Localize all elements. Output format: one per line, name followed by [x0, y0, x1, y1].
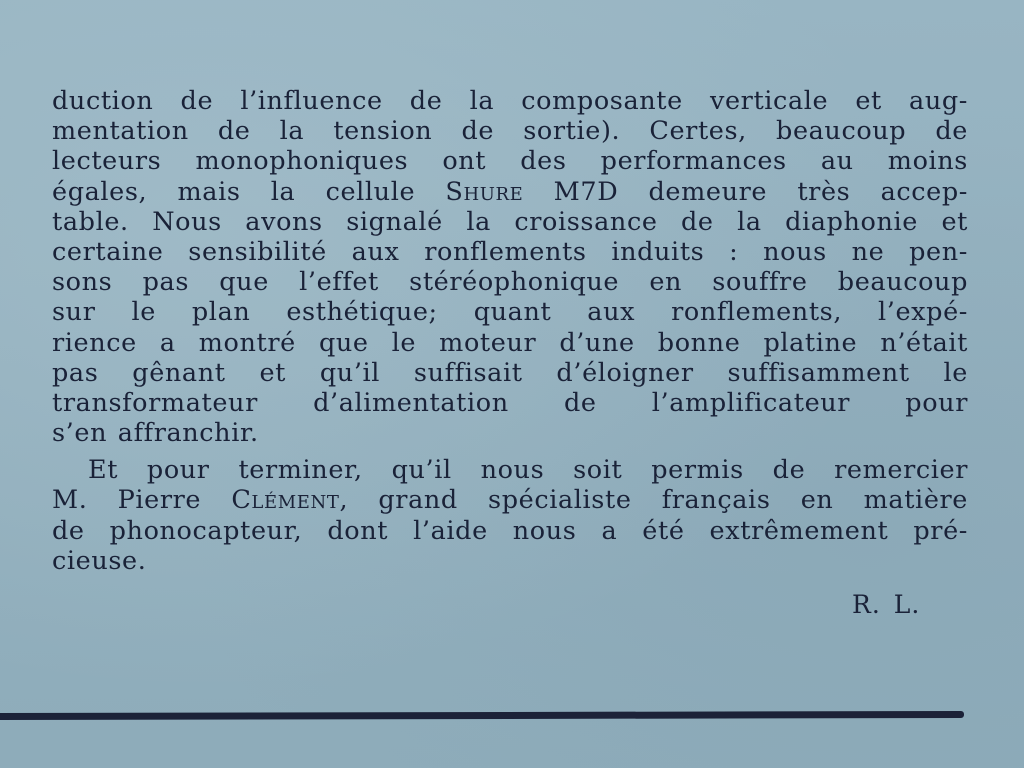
- brand-name-shure: Shure: [445, 176, 524, 207]
- text-segment: , grand spécialiste français en matière: [339, 485, 968, 516]
- author-signature: R. L.: [852, 590, 921, 619]
- text-line: duction de l’influence de la composante verticale et aug-: [52, 86, 968, 116]
- text-line: sur le plan esthétique; quant aux ronflements, l’expé-: [52, 297, 968, 328]
- text-line: certaine sensibilité aux ronflements induits : nous ne pen-: [52, 236, 968, 267]
- paragraph-1: [52, 86, 968, 448]
- person-name-clement: Clément: [231, 485, 340, 516]
- text-line: sons pas que l’effet stéréophonique en souffre beaucoup: [52, 267, 968, 298]
- text-line: cieuse.: [52, 545, 147, 576]
- text-line: s’en affranchir.: [52, 418, 259, 449]
- section-divider-rule: [0, 711, 964, 720]
- text-line: [52, 177, 968, 207]
- text-line: rience a montré que le moteur d’une bonne platine n’était: [52, 327, 968, 358]
- paragraph-2: [52, 455, 968, 576]
- document-body: [52, 86, 968, 576]
- text-line: mentation de la tension de sortie). Certes, beaucoup de: [52, 116, 968, 147]
- text-line: Et pour terminer, qu’il nous soit permis de remercier: [88, 455, 968, 486]
- text-line: table. Nous avons signalé la croissance de la diaphonie et: [52, 206, 968, 237]
- text-segment: M7D demeure très accep-: [523, 176, 968, 207]
- text-segment: M. Pierre: [52, 485, 232, 516]
- text-line: lecteurs monophoniques ont des performances au moins: [52, 146, 968, 177]
- text-segment: égales, mais la cellule: [52, 176, 446, 207]
- text-line: [52, 485, 968, 515]
- text-line: pas gênant et qu’il suffisait d’éloigner suffisamment le: [52, 357, 968, 388]
- text-line: transformateur d’alimentation de l’amplificateur pour: [52, 387, 968, 418]
- text-line: de phonocapteur, dont l’aide nous a été extrêmement pré-: [52, 515, 968, 546]
